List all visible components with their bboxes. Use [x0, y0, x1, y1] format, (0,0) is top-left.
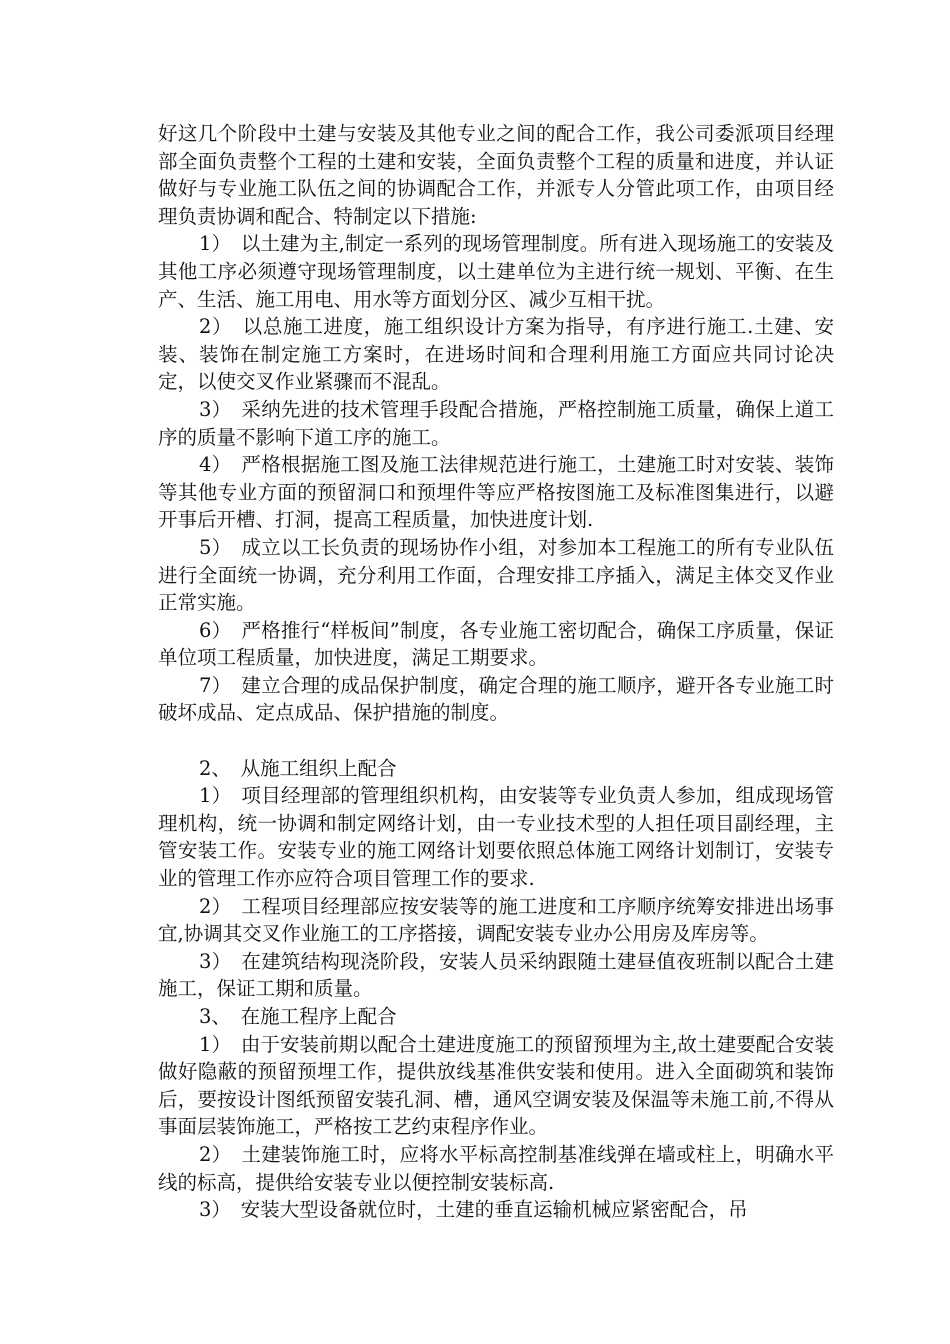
section-heading-3: 3、 在施工程序上配合 [199, 1005, 397, 1028]
paragraph-item-5: 5） 成立以工长负责的现场协作小组，对参加本工程施工的所有专业队伍进行全面统一协调，充分利用工作面，合理安排工序插入，满足主体交叉作业正常实施。 [158, 535, 834, 615]
blank-line [158, 727, 834, 755]
paragraph-section3-item-2: 2） 土建装饰施工时，应将水平标高控制基准线弹在墙或柱上，明确水平线的标高，提供给安装专业以便控制安装标高. [158, 1142, 834, 1194]
paragraph-item-4: 4） 严格根据施工图及施工法律规范进行施工，土建施工时对安装、装饰等其他专业方面的预留洞口和预埋件等应严格按图施工及标准图集进行，以避开事后开槽、打洞，提高工程质量，加快进度计划. [158, 453, 834, 532]
paragraph-intro: 好这几个阶段中土建与安装及其他专业之间的配合工作，我公司委派项目经理部全面负责整个工程的土建和安装，全面负责整个工程的质量和进度，并认证做好与专业施工队伍之间的协调配合工作，并派专人分管此项工作，由项目经理负责协调和配合、特制定以下措施: [158, 122, 834, 228]
paragraph-section3-item-1: 1） 由于安装前期以配合土建进度施工的预留预埋为主,故土建要配合安装做好隐蔽的预留预埋工作，提供放线基准供安装和使用。进入全面砌筑和装饰后，要按设计图纸预留安装孔洞、槽，通风空调安装及保温等未施工前,不得从事面层装饰施工，严格按工艺约束程序作业。 [158, 1032, 834, 1139]
paragraph-section2-item-1: 1） 项目经理部的管理组织机构，由安装等专业负责人参加，组成现场管理机构，统一协调和制定网络计划，由一专业技术型的人担任项目副经理，主管安装工作。安装专业的施工网络计划要依照总体施工网络计划制订，安装专业的管理工作亦应符合项目管理工作的要求. [158, 784, 834, 891]
section-heading-2: 2、 从施工组织上配合 [199, 756, 397, 780]
paragraph-section2-item-3: 3） 在建筑结构现浇阶段，安装人员采纳跟随土建昼值夜班制以配合土建施工，保证工期和质量。 [158, 949, 834, 1001]
paragraph-section2-item-2: 2） 工程项目经理部应按安装等的施工进度和工序顺序统筹安排进出场事宜,协调其交叉作业施工的工序搭接，调配安装专业办公用房及库房等。 [158, 894, 834, 946]
paragraph-item-3: 3） 采纳先进的技术管理手段配合措施，严格控制施工质量，确保上道工序的质量不影响下道工序的施工。 [158, 397, 834, 449]
paragraph-section3-item-3: 3） 安装大型设备就位时，土建的垂直运输机械应紧密配合，吊 [199, 1198, 748, 1222]
paragraph-item-2: 2） 以总施工进度，施工组织设计方案为指导，有序进行施工.土建、安装、装饰在制定施工方案时，在进场时间和合理利用施工方面应共同讨论决定，以使交叉作业紧骤而不混乱。 [158, 315, 834, 394]
document-page [158, 120, 834, 1224]
paragraph-item-1: 1） 以土建为主,制定一系列的现场管理制度。所有进入现场施工的安装及其他工序必须遵守现场管理制度，以土建单位为主进行统一规划、平衡、在生产、生活、施工用电、用水等方面划分区、减少互相干扰。 [158, 232, 834, 311]
paragraph-item-6: 6） 严格推行“样板间”制度，各专业施工密切配合，确保工序质量，保证单位项工程质量，加快进度，满足工期要求。 [158, 618, 834, 670]
paragraph-item-7: 7） 建立合理的成品保护制度，确定合理的施工顺序，避开各专业施工时破坏成品、定点成品、保护措施的制度。 [158, 673, 834, 725]
